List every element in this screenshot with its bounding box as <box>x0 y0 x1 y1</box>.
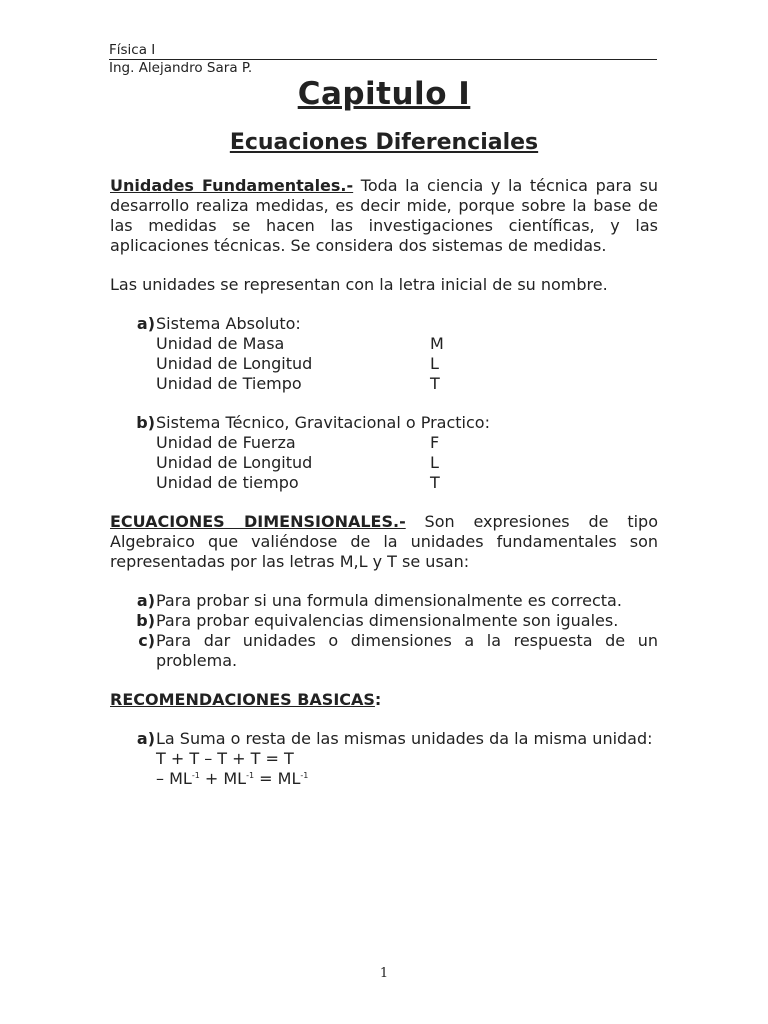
unit-row <box>110 473 658 493</box>
equation-term: – ML <box>156 769 192 788</box>
unit-name: Unidad de Masa <box>156 334 285 353</box>
section-title: Ecuaciones Diferenciales <box>229 130 539 155</box>
equation-term: + ML <box>199 769 247 788</box>
list-text: La Suma o resta de las mismas unidades da la misma unidad: <box>156 729 653 748</box>
page-header <box>109 42 657 77</box>
list-text: Para dar unidades o dimensiones a la respuesta de un problema. <box>156 631 658 670</box>
unit-row <box>110 453 658 473</box>
equation-term: = ML <box>254 769 301 788</box>
unit-symbol: L <box>430 453 439 472</box>
list-label: b) <box>136 413 155 432</box>
list-item <box>110 611 658 631</box>
equation-exponent: -1 <box>246 771 255 780</box>
unit-name: Unidad de tiempo <box>156 473 299 492</box>
unit-symbol: T <box>430 473 440 492</box>
chapter-title: Capitulo I <box>297 76 471 112</box>
unit-symbol: T <box>430 374 440 393</box>
page-number: 1 <box>379 966 389 981</box>
intro-paragraph <box>110 176 658 256</box>
unit-row <box>110 374 658 394</box>
list-label: a) <box>136 729 155 748</box>
unit-row <box>110 334 658 354</box>
dimensional-paragraph <box>110 512 658 572</box>
header-subject: Física I <box>109 42 657 60</box>
list-item <box>110 729 658 749</box>
system-technical <box>110 413 658 493</box>
equation-line: T + T – T + T = T <box>156 749 294 768</box>
dimensional-heading: ECUACIONES DIMENSIONALES.- <box>110 512 406 531</box>
list-label: b) <box>136 611 155 630</box>
list-label: a) <box>136 314 155 333</box>
system-name: Sistema Absoluto: <box>156 314 301 333</box>
recommendations-heading-line <box>110 690 658 710</box>
header-author: Ing. Alejandro Sara P. <box>109 60 253 76</box>
intro-heading: Unidades Fundamentales.- <box>110 176 354 195</box>
list-label: a) <box>136 591 155 610</box>
dimensional-text: Son expresiones de tipo Algebraico que valiéndose de la unidades fundamentales son representadas por las letras M,L y T se usan: <box>110 512 658 571</box>
dimensional-uses-list <box>110 591 658 671</box>
equation-line <box>110 769 658 789</box>
list-item <box>110 631 658 671</box>
recommendations-list <box>110 729 658 789</box>
list-label: c) <box>138 631 155 650</box>
units-note: Las unidades se representan con la letra inicial de su nombre. <box>110 275 608 294</box>
unit-symbol: F <box>430 433 440 452</box>
unit-name: Unidad de Tiempo <box>156 374 302 393</box>
system-absolute <box>110 314 658 394</box>
unit-name: Unidad de Fuerza <box>156 433 296 452</box>
recommendations-colon: : <box>374 690 382 709</box>
list-item <box>110 591 658 611</box>
recommendations-heading: RECOMENDACIONES BASICAS <box>110 690 375 709</box>
unit-name: Unidad de Longitud <box>156 453 313 472</box>
equation-exponent: -1 <box>300 771 309 780</box>
equation-exponent: -1 <box>191 771 200 780</box>
page-body <box>110 176 658 789</box>
system-name: Sistema Técnico, Gravitacional o Practico: <box>156 413 490 432</box>
unit-symbol: M <box>430 334 444 353</box>
unit-symbol: L <box>430 354 439 373</box>
unit-row <box>110 354 658 374</box>
unit-row <box>110 433 658 453</box>
list-text: Para probar equivalencias dimensionalmente son iguales. <box>156 611 619 630</box>
intro-text: Toda la ciencia y la técnica para su desarrollo realiza medidas, es decir mide, porque sobre la base de las medidas se hacen las investigaciones científicas, y las aplicaciones técnicas. Se considera dos sistemas de medidas. <box>110 176 659 255</box>
list-text: Para probar si una formula dimensionalmente es correcta. <box>156 591 622 610</box>
unit-name: Unidad de Longitud <box>156 354 313 373</box>
